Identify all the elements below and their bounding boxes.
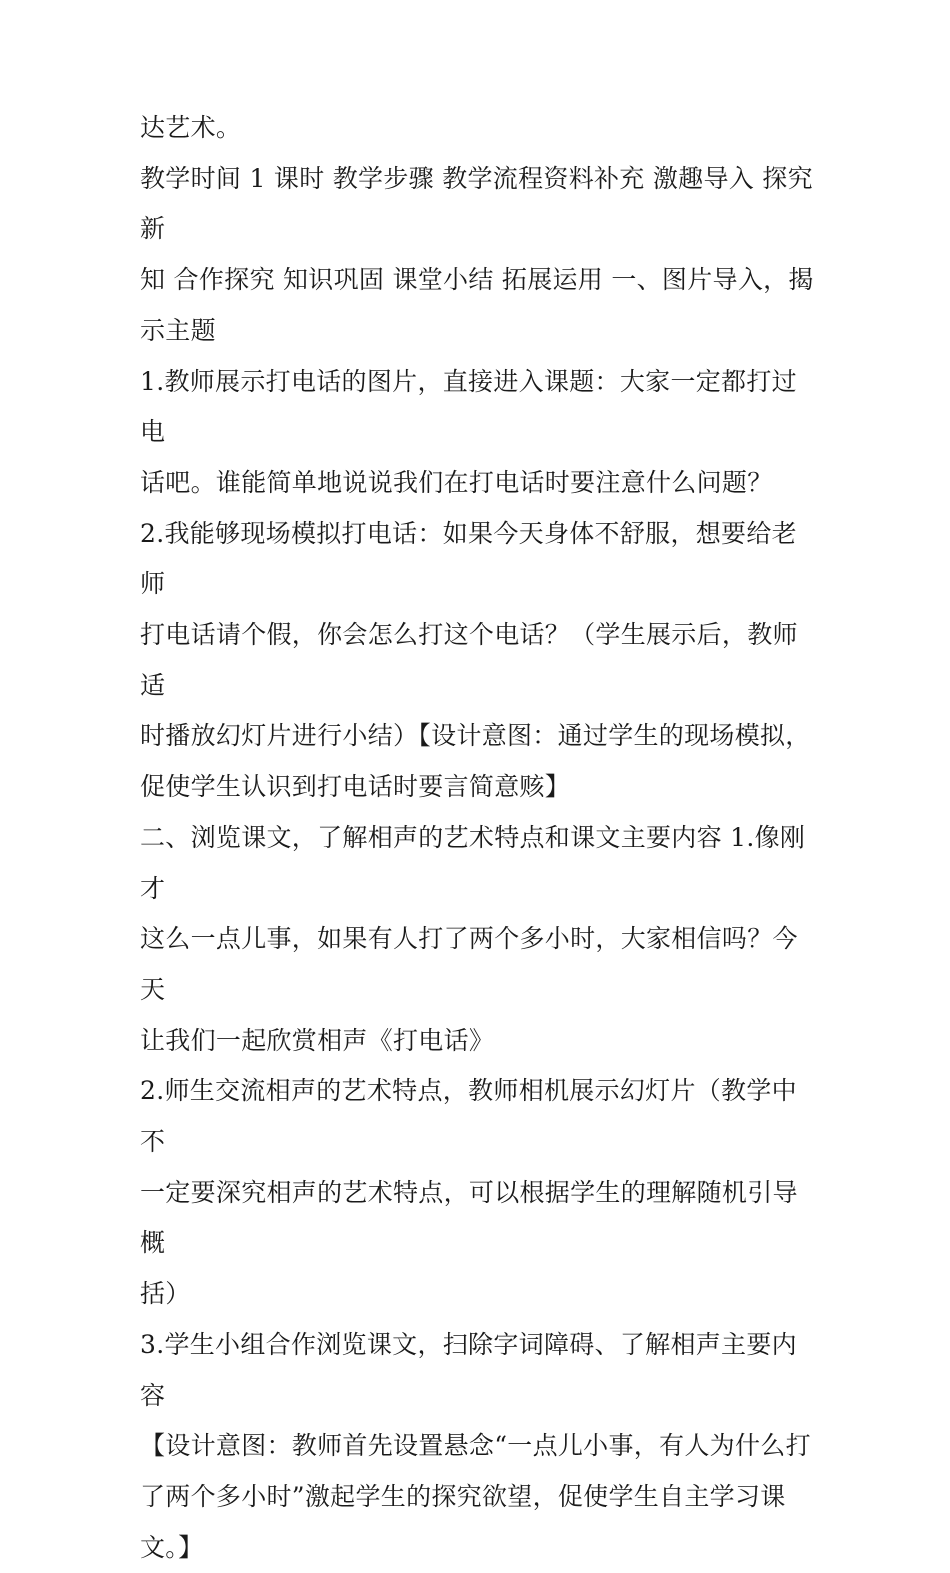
paragraph-lesson-outline: 教学时间 1 课时 教学步骤 教学流程资料补充 激趣导入 探究新 知 合作探究 知识巩固 课堂小结 拓展运用 一、图片导入，揭 示主题 <box>140 163 814 345</box>
paragraph-section-2-step-2: 2.师生交流相声的艺术特点，教师相机展示幻灯片（教学中不 一定要深究相声的艺术特点，可以根据学生的理解随机引导概 括） <box>140 1076 798 1309</box>
paragraph-continuation: 达艺术。 <box>140 113 242 142</box>
document-body <box>140 103 820 1573</box>
paragraph-section-2: 二、浏览课文，了解相声的艺术特点和课文主要内容 1.像刚才 这么一点儿事，如果有人打了两个多小时，大家相信吗？今天 让我们一起欣赏相声《打电话》 <box>140 822 806 1055</box>
paragraph-section-2-step-3: 3.学生小组合作浏览课文，扫除字词障碍、了解相声主要内容 【设计意图：教师首先设置悬念“一点儿小事，有人为什么打 了两个多小时”激起学生的探究欲望，促使学生自主学习课 文。】 <box>140 1329 811 1562</box>
paragraph-step-1: 1.教师展示打电话的图片，直接进入课题：大家一定都打过电 话吧。谁能简单地说说我们在打电话时要注意什么问题？ <box>140 366 797 497</box>
paragraph-step-2: 2.我能够现场模拟打电话：如果今天身体不舒服，想要给老师 打电话请个假，你会怎么打这个电话？（学生展示后，教师适 时播放幻灯片进行小结）【设计意图：通过学生的现场模拟， 促使学生认识到打电话时要言简意赅】 <box>140 518 811 802</box>
